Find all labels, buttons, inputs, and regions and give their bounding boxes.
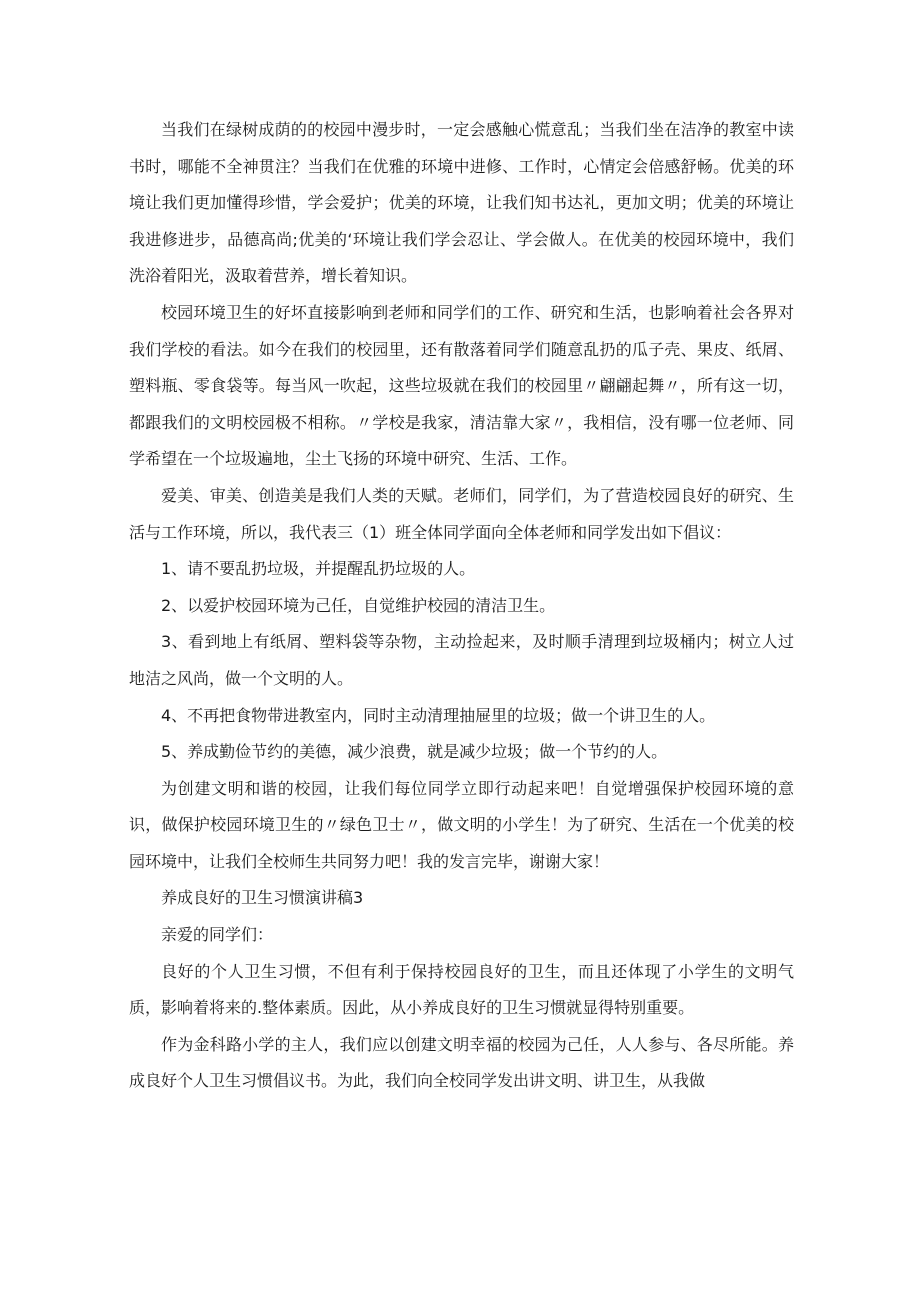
proposal-item-4: 4、不再把食物带进教室内，同时主动清理抽屉里的垃圾；做一个讲卫生的人。 — [161, 705, 716, 725]
paragraph-hygiene-impact: 校园环境卫生的好坏直接影响到老师和同学们的工作、研究和生活，也影响着社会各界对我们学校的看法。如今在我们的校园里，还有散落着同学们随意乱扔的瓜子壳、果皮、纸屑、塑料瓶、零食袋等。每当风一吹起，这些垃圾就在我们的校园里〃翩翩起舞〃，所有这一切，都跟我们的文明校园极不相称。〃学校是我家，清洁靠大家〃，我相信，没有哪一位老师、同学希望在一个垃圾遍地，尘土飞扬的环境中研究、生活、工作。 — [129, 302, 794, 469]
proposal-item-2: 2、以爱护校园环境为己任，自觉维护校园的清洁卫生。 — [161, 595, 556, 615]
paragraph-personal-hygiene: 良好的个人卫生习惯，不但有利于保持校园良好的卫生，而且还体现了小学生的文明气质，影响着将来的.整体素质。因此，从小养成良好的卫生习惯就显得特别重要。 — [129, 961, 794, 1018]
proposal-item-1: 1、请不要乱扔垃圾，并提醒乱扔垃圾的人。 — [161, 559, 476, 579]
document-body — [129, 112, 794, 1100]
proposal-item-5: 5、养成勤俭节约的美德，减少浪费，就是减少垃圾；做一个节约的人。 — [161, 742, 668, 762]
proposal-item-3: 3、看到地上有纸屑、塑料袋等杂物，主动捡起来，及时顺手清理到垃圾桶内；树立人过地洁之风尚，做一个文明的人。 — [129, 632, 794, 688]
section-heading: 养成良好的卫生习惯演讲稿3 — [161, 888, 364, 908]
paragraph-environment-beauty: 当我们在绿树成荫的的校园中漫步时，一定会感触心慌意乱；当我们坐在洁净的教室中读书时，哪能不全神贯注？当我们在优雅的环境中进修、工作时，心情定会倍感舒畅。优美的环境让我们更加懂得珍惜，学会爱护；优美的环境，让我们知书达礼，更加文明；优美的环境让我进修进步，品德高尚;优美的‘环境让我们学会忍让、学会做人。在优美的校园环境中，我们洗浴着阳光，汲取着营养，增长着知识。 — [129, 120, 794, 286]
paragraph-proposal-intro: 爱美、审美、创造美是我们人类的天赋。老师们，同学们，为了营造校园良好的研究、生活与工作环境，所以，我代表三（1）班全体同学面向全体老师和同学发出如下倡议： — [129, 485, 794, 542]
salutation: 亲爱的同学们： — [161, 925, 274, 945]
paragraph-school-owner: 作为金科路小学的主人，我们应以创建文明幸福的校园为己任，人人参与、各尽所能。养成良好个人卫生习惯倡议书。为此，我们向全校同学发出讲文明、讲卫生，从我做 — [129, 1034, 794, 1091]
paragraph-call-to-action: 为创建文明和谐的校园，让我们每位同学立即行动起来吧！自觉增强保护校园环境的意识，做保护校园环境卫生的〃绿色卫士〃，做文明的小学生！为了研究、生活在一个优美的校园环境中，让我们全校师生共同努力吧！我的发言完毕，谢谢大家！ — [129, 778, 794, 871]
